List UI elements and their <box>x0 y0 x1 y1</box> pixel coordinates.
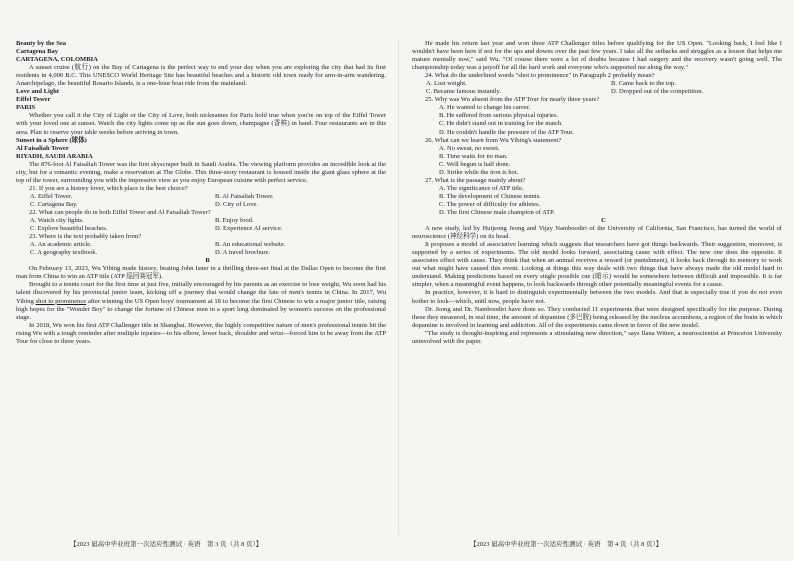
answer-option: A. No sweat, no sweet. <box>439 144 500 152</box>
paragraph: A new study, led by Huijeong Jeong and Vijay Namboodiri of the University of California, San Francisco, has turned the world of neuroscience (神经科学) on its head. <box>412 225 782 241</box>
paragraph <box>16 281 386 321</box>
answer-option: B. Came back to the top. <box>611 80 676 88</box>
answer-option: C. Became famous instantly. <box>426 88 502 96</box>
paragraph-text: after winning the US Open boys' tournament at 18 to become the first Chinese to win a major junior title, raising high hopes for the "Wonder Boy" to change the fortune of Chinese men in a sport long dominated by women's success on the professional stage. <box>16 297 386 321</box>
paragraph: A sunset cruise (航行) on the Bay of Cartagena is the perfect way to end your day when you are exploring the city that had its first residents in 4,000 B.C. This UNESCO World Heritage Site has beautiful beaches and a historic old town ready for arm-in-arm wandering. Anarchipelago, the beautiful Rosario Islands, is a one-hour boat ride from the mainland. <box>16 64 386 88</box>
question: 26. What can we learn from Wu Yibing's statement? <box>425 136 562 144</box>
question: 23. Where is the text probably taken from? <box>29 233 142 241</box>
paragraph: He made his return last year and won three ATP Challenger titles before qualifying for the US Open. "Looking back, I feel like I wouldn't have been here if not for the ups and downs over the past few years. I take all the setbacks and struggles as a lesson that helps me mature mentally now," said Wu. "Of course there were a lot of doubts because I had surgery and the recovery wasn't going well. The championship today was a payoff for all the hard work and everyone who's supported me along the way." <box>412 40 782 72</box>
section-place: RIYADH, SAUDI ARABIA <box>16 152 93 160</box>
page-footer: 【2023 届高中毕业班第一次适应性测试 · 英语 第 3 页（共 8 页）】 <box>70 541 263 548</box>
page-footer: 【2023 届高中毕业班第一次适应性测试 · 英语 第 4 页（共 8 页）】 <box>470 541 663 548</box>
paragraph: "The study is thought-inspiring and represents a stimulating new direction," says Ilana Witten, a neuroscientist at Princeton University uninvolved with the paper. <box>412 329 782 345</box>
answer-option: C. Well begun is half done. <box>439 160 511 168</box>
answer-option: D. City of Love. <box>215 200 259 208</box>
answer-option: C. A geography textbook. <box>30 249 98 257</box>
answer-option: B. Al Faisaliah Tower. <box>215 192 274 200</box>
answer-options <box>16 193 386 209</box>
section-letter: B <box>205 257 210 265</box>
answer-option: C. Cartagena Bay. <box>30 200 78 208</box>
answer-option: B. An educational website. <box>215 241 286 249</box>
answer-option: C. Explore beautiful beaches. <box>30 225 108 233</box>
answer-option: C. He didn't stand out in training for the match. <box>439 120 563 128</box>
answer-option: B. He suffered from serious physical injuries. <box>439 112 559 120</box>
question: 21. If you are a history lover, which place is the best choice? <box>29 184 188 192</box>
right-column <box>412 40 782 346</box>
section-title: Love and Light <box>16 88 59 96</box>
answer-option: A. The significance of ATP title. <box>439 184 524 192</box>
answer-option: D. Dropped out of the competition. <box>611 88 704 96</box>
section-letter: C <box>601 217 606 225</box>
question: 22. What can people do in both Eiffel Tower and Al Faisaliah Tower? <box>29 208 211 216</box>
section-name: Cartagena Bay <box>16 48 59 56</box>
answer-option: D. Experience AI service. <box>215 225 283 233</box>
question: 25. Why was Wu absent from the ATP Tour for nearly three years? <box>425 96 600 104</box>
answer-option: A. Lost weight. <box>426 80 467 88</box>
answer-option: C. The power of difficulty for athletes. <box>439 200 541 208</box>
column-divider <box>398 40 399 535</box>
section-place: PARIS <box>16 104 36 112</box>
answer-option: D. He couldn't handle the pressure of the ATP Tour. <box>439 128 574 136</box>
paragraph: In 2018, Wu won his first ATP Challenger title in Shanghai. However, the highly competitive nature of men's professional tennis hit the rising Wu with a tough reminder after multiple injuries—to his elbow, lower back, shoulder and wrist—forced him to be away from the ATP Tour for close to three years. <box>16 321 386 345</box>
answer-option: D. The first Chinese male champion of ATP. <box>439 208 555 216</box>
answer-option: A. Eiffel Tower. <box>30 192 73 200</box>
answer-option: A. Watch city lights. <box>30 217 84 225</box>
underlined-phrase: shot to prominence <box>35 297 87 305</box>
answer-option: B. Time waits for no man. <box>439 152 508 160</box>
section-place: CARTAGENA, COLOMBIA <box>16 56 98 64</box>
answer-option: A. He wanted to change his career. <box>439 104 531 112</box>
answer-option: D. Strike while the iron is hot. <box>439 168 519 176</box>
question: 24. What do the underlined words "shot to prominence" in Paragraph 2 probably mean? <box>425 72 655 80</box>
answer-options <box>16 217 386 233</box>
left-column <box>16 40 386 346</box>
paragraph: On February 13, 2023, Wu Yibing made history, beating John Isner in a thrilling three-set final at the Dallas Open to become the first man from China to win an ATP title (ATP 巡回赛冠军). <box>16 265 386 281</box>
paragraph: Whether you call it the City of Light or the City of Love, both nicknames for Paris hold true when you're on top of the Eiffel Tower with your loved one at sunset. Watch the city lights come up as the sun goes down, champagne (香槟) in hand. Four restaurants are in this area. Plan to reserve your table weeks before arriving in town. <box>16 112 386 136</box>
paragraph-text: Brought to a tennis court for the first time at just five, initially encouraged by his parents as an exercise to lose weight, Wu soon had his talent discovered by his provincial junior team, kicking off a journey that would change the fate of men's tennis in China. In 2017, Wu Yibing <box>16 281 386 305</box>
passage-title: Beauty by the Sea <box>16 40 67 47</box>
paragraph: The 876-foot Al Faisaliah Tower was the first skyscraper built in Saudi Arabia. The viewing platform provides an incredible look at the city, but for a romantic evening, make a reservation at The Globe. This three-story restaurant is housed inside the giant glass sphere at the top of the tower, surrounding you with the impressive view as you enjoy European cuisine with perfect service. <box>16 160 386 184</box>
paragraph: It proposes a model of associative learning which suggests that researchers have got things backwards. Their suggestion, moreover, is supported by a series of experiments. The old model looks forward, associating cause with effect. The new one does the opposite. It associates effect with cause. They think that when an animal receives a reward (or punishment), it looks back through its memory to work out what might have caused this event. Looking at things this way deals with two things that have always made the old model hard to understand. Making predictions based on every single possible cue (暗示) would be somewhere between difficult and impossible. It is far simpler, when a meaningful event happens, to look backwards through other potentially meaningful events for a cause. <box>412 241 782 289</box>
answer-options <box>16 241 386 257</box>
section-name: Eiffel Tower <box>16 96 51 104</box>
answer-option: B. The development of Chinese tennis. <box>439 192 541 200</box>
answer-option: A. An academic article. <box>30 241 92 249</box>
section-title: Sunset in a Sphere (球体) <box>16 136 87 144</box>
paragraph: Dr. Jeong and Dr. Namboodiri have done so. They conducted 11 experiments that were designed specifically for the purpose. During these they measured, in real time, the amount of dopamine (多巴胺) being released by the nucleus accumbens, a region of the brain in which dopamine is involved in learning and addiction. All of the experiments came down in favor of the new model. <box>412 305 782 329</box>
answer-options <box>412 80 782 96</box>
question: 27. What is the passage mainly about? <box>425 176 526 184</box>
paragraph: In practice, however, it is hard to distinguish experimentally between the two models. And that is especially true if you do not even bother to look—which, until now, people have not. <box>412 289 782 305</box>
answer-option: D. A travel brochure. <box>215 249 271 257</box>
answer-option: B. Enjoy food. <box>215 217 254 225</box>
section-name: Al Faisaliah Tower <box>16 144 69 152</box>
